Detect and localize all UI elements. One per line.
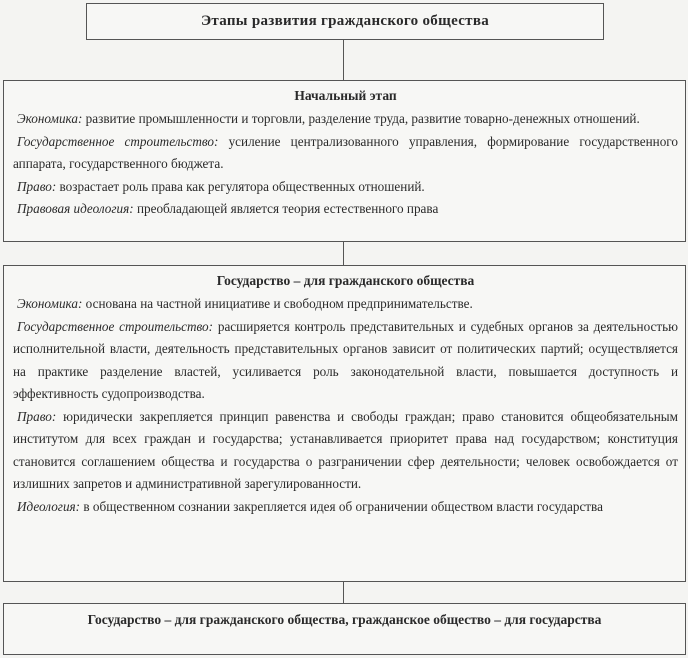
- term-text: юридически закрепляется принцип равенства и свободы граждан; право становится общеобязательным институтом для всех граждан и государства; устанавливается приоритет права над государством; конституция становится соглашением общества и государства о разграничении сфер деятельности; человек освобождается от излишних запретов и административной зарегулированности.: [13, 408, 678, 491]
- stage-mutual-box: [3, 603, 686, 655]
- stage-initial-state-building: [13, 131, 678, 176]
- stage-initial-ideology: [13, 198, 678, 221]
- term-label: Идеология:: [17, 498, 81, 514]
- stage2-economy: [13, 293, 678, 316]
- term-text: развитие промышленности и торговли, разделение труда, развитие товарно-денежных отношений.: [82, 111, 640, 126]
- term-label: Экономика:: [17, 296, 83, 311]
- stage2-ideology: [13, 496, 678, 519]
- stage-state-for-society-heading: Государство – для гражданского общества: [216, 273, 475, 288]
- stage2-state-building: [13, 316, 678, 406]
- connector-line-2: [343, 242, 344, 265]
- connector-line-1: [343, 40, 344, 80]
- stage-initial-economy: [13, 108, 678, 131]
- term-label: Право:: [17, 408, 57, 424]
- stage-state-for-society-box: [3, 265, 686, 582]
- term-label: Государственное строительство:: [17, 133, 219, 149]
- term-label: Право:: [17, 178, 57, 194]
- term-label: Государственное строительство:: [17, 318, 214, 334]
- term-text: в общественном сознании закрепляется идея об ограничении обществом власти государства: [80, 498, 603, 514]
- term-label: Правовая идеология:: [17, 201, 134, 216]
- stage-mutual-heading: Государство – для гражданского общества, гражданское общество – для государства: [87, 612, 602, 627]
- stage-initial-heading: Начальный этап: [294, 88, 397, 103]
- term-text: основана на частной инициативе и свободном предпринимательстве.: [82, 296, 473, 311]
- term-text: возрастает роль права как регулятора общественных отношений.: [56, 178, 425, 194]
- diagram-title: Этапы развития гражданского общества: [200, 13, 490, 29]
- stage2-law: [13, 406, 678, 496]
- stage-initial-box: [3, 80, 686, 242]
- stage-initial-law: [13, 176, 678, 199]
- term-text: усиление централизованного управления, формирование государственного аппарата, государственного бюджета.: [13, 133, 678, 171]
- term-text: расширяется контроль представительных и судебных органов за деятельностью исполнительной власти, деятельность представительных органов зависит от политических партий; осуществляется на практике разделение властей, усиливается роль законодательной власти, повышается доступность и эффективность судопроизводства.: [13, 318, 678, 401]
- diagram-title-box: [86, 3, 604, 40]
- term-text: преобладающей является теория естественного права: [133, 201, 439, 216]
- term-label: Экономика:: [17, 111, 83, 126]
- connector-line-3: [343, 582, 344, 603]
